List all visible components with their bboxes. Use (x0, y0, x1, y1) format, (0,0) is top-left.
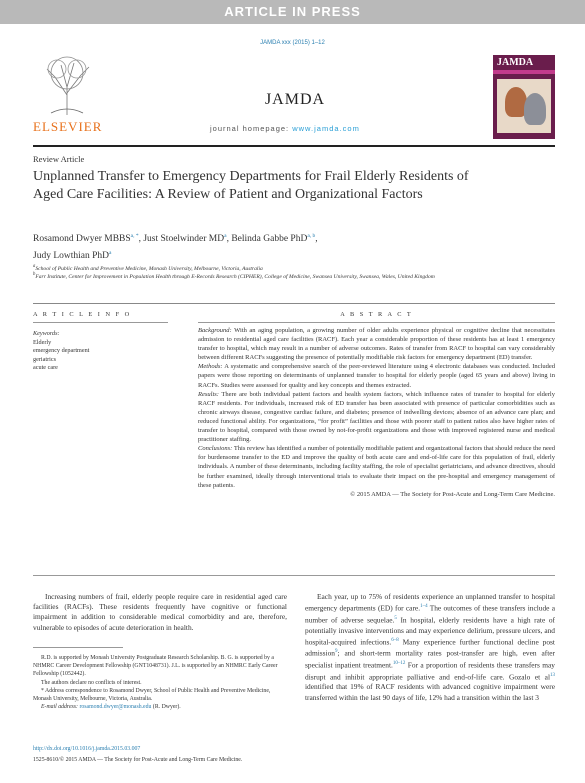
cover-person-2 (524, 93, 546, 125)
author-affiliation-mark[interactable]: a (224, 233, 227, 239)
keyword: geriatrics (33, 355, 57, 363)
issn-line: 1525-8610/© 2015 AMDA — The Society for Post-Acute and Long-Term Care Medicine. (33, 757, 243, 763)
cover-title: JAMDA (497, 57, 534, 68)
author-affiliation-mark[interactable]: a (109, 250, 112, 257)
affiliation-text: School of Public Health and Preventive Medicine, Monash University, Melbourne, Victoria, Australia (35, 265, 263, 272)
abstract-rule (198, 322, 555, 323)
author-separator: , (226, 234, 232, 245)
article-title: Unplanned Transfer to Emergency Departments for Frail Elderly Residents of Aged Care Facilities: A Review of Patient and Organizational Factors (33, 169, 469, 202)
journal-name: JAMDA (264, 91, 326, 108)
author-separator: , (315, 234, 318, 245)
methods-label: Methods: (198, 363, 223, 371)
article-in-press-banner: ARTICLE IN PRESS (0, 0, 585, 24)
intro-paragraph: Increasing numbers of frail, elderly people require care in residential aged care facilities (RACFs). These residents frequently have cognitive or functional impairment in addition to considerable medical comorbidity and are, therefore, vulnerable to episodes of acute deterioration in health. (33, 592, 287, 632)
body-text: ; and short-term mortality rates post-transfer are high, even after specialist inpatient treatment. (305, 648, 555, 670)
keywords-label: Keywords: (33, 330, 60, 337)
cover-photo (497, 79, 551, 133)
results-label: Results: (198, 390, 219, 398)
body-text: Many experience further functional decline post admission (305, 637, 555, 658)
email-label: E-mail address: (41, 704, 80, 711)
body-text: identified that 19% of RACF residents with advanced cognitive impairment were transferred within the last 90 days of life, 12% had a transition within the last 3 (305, 682, 555, 702)
journal-masthead (110, 55, 480, 141)
conflict-footnote: The authors declare no conflicts of interest. (41, 679, 142, 686)
keywords-block (33, 330, 168, 373)
affiliation-text: Farr Institute, Center for Improvement in Population Health through E-Records Research (CIPHER), College of Medicine, Swansea University, Swansea, Wales, United Kingdom (35, 273, 435, 280)
publisher-name: ELSEVIER (33, 119, 103, 134)
author-name: Just Stoelwinder MD (143, 234, 225, 245)
abstract-body (198, 326, 555, 499)
abstract-methods (198, 362, 555, 389)
affiliation-b: $^b$Farr Institute, Center for Improvement in Population Health through E-Records Research (CIPHER), College of Medicine, Swansea University, Swansea, Wales, United Kingdom (33, 272, 435, 280)
email-footnote (33, 703, 287, 711)
email-suffix: (R. Dwyer). (151, 704, 181, 711)
body-paragraph (305, 592, 555, 703)
abstract-copyright: © 2015 AMDA — The Society for Post-Acute and Long-Term Care Medicine. (350, 490, 555, 498)
section-rule (33, 303, 555, 304)
reference-link[interactable]: 6–8 (391, 637, 399, 643)
background-label: Background: (198, 327, 232, 334)
author-name: Belinda Gabbe PhD (231, 234, 308, 245)
author-list (33, 229, 533, 263)
keyword: acute care (33, 364, 58, 371)
reference-link[interactable]: 5 (394, 615, 397, 621)
elsevier-tree-icon (41, 55, 93, 117)
header-rule (33, 145, 555, 147)
funding-footnote: R.D. is supported by Monash University Postgraduate Research Scholarship. B. G. is supported by a NHMRC Career Development Fellowship (GNT1048731). J.L. is supported by an NHMRC Early Career Fellowship (1052442). (33, 655, 278, 678)
journal-cover-image (493, 55, 555, 139)
body-text: Each year, up to 75% of residents experience an unplanned transfer to hospital emergency departments (ED) for care. (305, 592, 555, 613)
body-text: For a proportion of residents these transfers may disrupt and inhibit appropriate palliative and end-of-life care. Gozalo et al (305, 660, 556, 682)
footnote-rule (33, 647, 123, 648)
conclusions-label: Conclusions: (198, 445, 233, 453)
body-text: The outcomes of these transfers include a number of adverse sequelae. (305, 603, 556, 625)
author-separator: , (138, 234, 144, 245)
article-info-heading: A R T I C L E I N F O (33, 311, 132, 318)
homepage-link[interactable]: www.jamda.com (292, 124, 360, 133)
methods-text: A systematic and comprehensive search of the peer-reviewed literature using 4 electronic databases was conducted. Included papers were those reporting on determinants of unplanned transfer to hospital for elderly people (aged 65 years and above) living in RACFs. Studies were assessed for quality and key concepts and themes extracted. (198, 363, 555, 389)
keyword: Elderly (33, 338, 52, 346)
reference-link[interactable]: 13 (550, 672, 555, 678)
author-name: Judy Lowthian PhD (33, 251, 109, 262)
doi-link[interactable]: http://dx.doi.org/10.1016/j.jamda.2015.03.007 (33, 746, 141, 752)
body-rule (33, 575, 555, 576)
footnotes (33, 654, 287, 711)
keyword: emergency department (33, 347, 90, 354)
correspondence-footnote: * Address correspondence to Rosamond Dwyer, School of Public Health and Preventive Medicine, Monash University, Melbourne, Victoria, Australia. (33, 687, 271, 703)
author-affiliation-mark[interactable]: a, b (307, 233, 316, 239)
reference-link[interactable]: 10–12 (392, 661, 406, 667)
body-text: In hospital, elderly residents have a high rate of potentially invasive interventions and may experience delirium, pressure ulcers, and hospital-acquired infections. (305, 615, 555, 647)
email-link[interactable]: rosamond.dwyer@monash.edu (79, 704, 152, 711)
reference-link[interactable]: 1–4 (420, 604, 428, 610)
publisher-logo (33, 55, 103, 135)
conclusions-text: This review has identified a number of potentially modifiable patient and organizational factors that should reduce the need for burdensome transfer to the ED and improve the quality of both acute care and end-of-life care for this population of frail, elderly individuals. A number of these determinants, including facility staffing, the role of specialist geriatricians, and advance directives, should be further examined, ideally through interventional trials to evaluate their impact on the pre-hospital and emergency management of these patients. (198, 445, 555, 489)
article-info-rule (33, 322, 168, 323)
citation-line[interactable]: JAMDA xxx (2015) 1–12 (260, 40, 325, 46)
reference-link[interactable]: 9 (334, 649, 338, 655)
affiliation-a: $^a$School of Public Health and Preventive Medicine, Monash University, Melbourne, Victoria, Australia (33, 264, 263, 272)
journal-homepage (210, 124, 360, 133)
homepage-label: journal homepage: (210, 124, 293, 133)
author-name: Rosamond Dwyer MBBS (33, 234, 131, 245)
cover-stripe (493, 70, 555, 74)
author-affiliation-mark[interactable]: a, * (130, 233, 139, 239)
abstract-results (198, 390, 555, 445)
background-text: With an aging population, a growing number of older adults experience physical or cognitive decline that necessitates admission to residential aged care facilities (RACF). Each year a considerable proportion of these residents has at least 1 emergency transfer to hospital, which may result in a number of adverse outcomes. Rates of transfer from RACF to hospital can vary considerably between different RACFs suggesting the presence of potentially modifiable risk factors for emergency department (ED) transfer. (198, 327, 555, 362)
article-type: Review Article (33, 154, 85, 164)
results-text: There are both individual patient factors and health system factors, which influence rates of transfer to hospital for elderly RACF residents. For individuals, increased risk of ED transfer has been associated with presence of particular comorbidities such as chronic airways disease, congestive cardiac failure, and diabetes; presence of indwelling devices; absence of an advance care plan; and reduced functional ability. For organizations, “for profit” facilities and those with poorer staff to patient ratios also have higher rates of transfer to hospital, compared with those owned by not-for-profit organizations and those with improved registered nurse and medical practitioner staffing. (198, 390, 555, 444)
abstract-heading: A B S T R A C T (340, 311, 413, 318)
abstract-background (198, 326, 555, 362)
abstract-conclusions (198, 444, 555, 489)
